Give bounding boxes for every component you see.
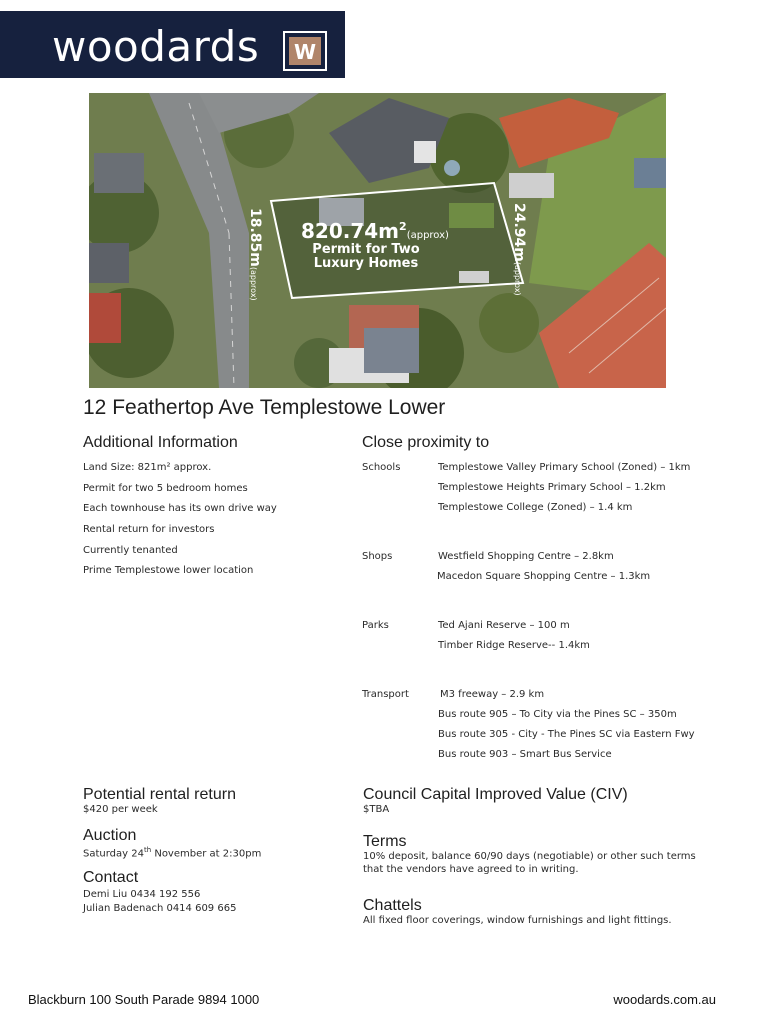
brand-mark-letter: W bbox=[293, 40, 317, 64]
proximity-label-transport: Transport bbox=[362, 689, 409, 700]
proximity-item: Timber Ridge Reserve-- 1.4km bbox=[438, 640, 590, 651]
proximity-label-parks: Parks bbox=[362, 620, 389, 631]
proximity-heading: Close proximity to bbox=[362, 434, 490, 451]
proximity-item: Ted Ajani Reserve – 100 m bbox=[438, 620, 570, 631]
brand-mark-icon bbox=[283, 31, 327, 71]
additional-item: Land Size: 821m² approx. bbox=[83, 462, 212, 473]
proximity-item: Bus route 903 – Smart Bus Service bbox=[438, 749, 612, 760]
terms-line: 10% deposit, balance 60/90 days (negotiable) or other such terms bbox=[363, 851, 696, 862]
additional-item: Each townhouse has its own drive way bbox=[83, 503, 277, 514]
auction-value bbox=[83, 846, 261, 859]
lot-area-note: (approx) bbox=[406, 230, 449, 241]
auction-date-sup: th bbox=[143, 846, 152, 854]
footer-office: Blackburn 100 South Parade 9894 1000 bbox=[28, 992, 260, 1007]
proximity-item: Westfield Shopping Centre – 2.8km bbox=[438, 551, 614, 562]
additional-item: Rental return for investors bbox=[83, 524, 215, 535]
civ-value: $TBA bbox=[363, 804, 390, 815]
proximity-item: Bus route 905 – To City via the Pines SC – 350m bbox=[438, 709, 677, 720]
left-dimension: 18.85m bbox=[247, 208, 263, 267]
right-dimension: 24.94m bbox=[511, 203, 527, 262]
rental-heading: Potential rental return bbox=[83, 786, 236, 803]
civ-heading: Council Capital Improved Value (CIV) bbox=[363, 786, 628, 803]
additional-item: Permit for two 5 bedroom homes bbox=[83, 483, 248, 494]
logo-bar bbox=[0, 11, 345, 78]
proximity-item: M3 freeway – 2.9 km bbox=[440, 689, 545, 700]
proximity-item: Templestowe Heights Primary School – 1.2km bbox=[438, 482, 666, 493]
proximity-item: Bus route 305 - City - The Pines SC via Eastern Fwy bbox=[438, 729, 695, 740]
proximity-label-schools: Schools bbox=[362, 462, 401, 473]
contact-heading: Contact bbox=[83, 869, 139, 886]
lot-area: 820.74m bbox=[301, 219, 400, 243]
terms-heading: Terms bbox=[363, 833, 407, 850]
additional-info-heading: Additional Information bbox=[83, 434, 238, 451]
proximity-item: Templestowe College (Zoned) – 1.4 km bbox=[438, 502, 633, 513]
lot-area-sup: 2 bbox=[399, 220, 407, 233]
auction-heading: Auction bbox=[83, 827, 137, 844]
terms-line: that the vendors have agreed to in writing. bbox=[363, 864, 579, 875]
footer-website: woodards.com.au bbox=[613, 992, 716, 1007]
right-dimension-note: (approx) bbox=[513, 261, 522, 296]
aerial-photo bbox=[89, 93, 666, 388]
additional-item: Prime Templestowe lower location bbox=[83, 565, 254, 576]
additional-item: Currently tenanted bbox=[83, 545, 178, 556]
proximity-item: Macedon Square Shopping Centre – 1.3km bbox=[437, 571, 651, 582]
auction-time: November at 2:30pm bbox=[151, 848, 262, 860]
property-address: 12 Feathertop Ave Templestowe Lower bbox=[83, 396, 446, 419]
auction-date: Saturday 24 bbox=[83, 848, 144, 860]
chattels-heading: Chattels bbox=[363, 897, 422, 914]
chattels-value: All fixed floor coverings, window furnishings and light fittings. bbox=[363, 915, 672, 926]
contact-line: Demi Liu 0434 192 556 bbox=[83, 889, 201, 900]
lot-caption-line1: Permit for Two bbox=[312, 242, 420, 257]
proximity-label-shops: Shops bbox=[362, 551, 393, 562]
rental-value: $420 per week bbox=[83, 804, 158, 815]
proximity-item: Templestowe Valley Primary School (Zoned) – 1km bbox=[438, 462, 691, 473]
left-dimension-note: (approx) bbox=[249, 266, 258, 301]
contact-line: Julian Badenach 0414 609 665 bbox=[83, 903, 237, 914]
brand-logo-text: woodards bbox=[52, 22, 260, 71]
lot-caption-line2: Luxury Homes bbox=[313, 256, 419, 271]
